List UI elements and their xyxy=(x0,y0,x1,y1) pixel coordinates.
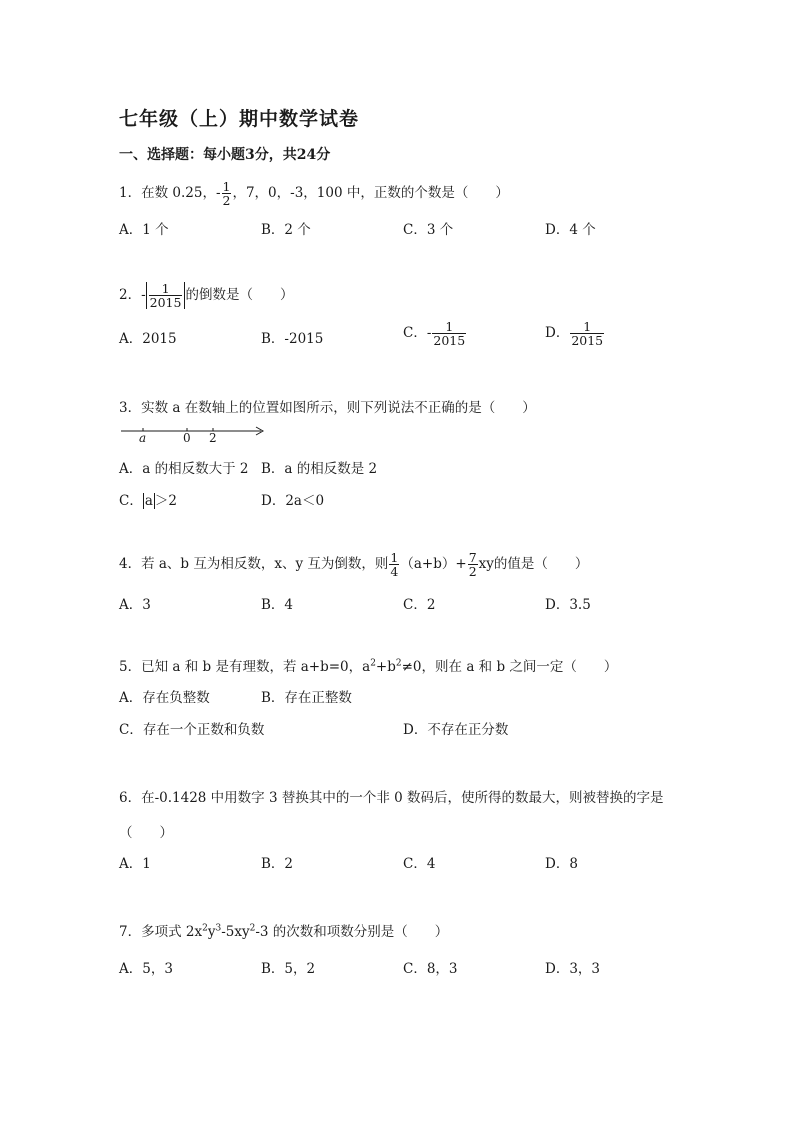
q6-option-d[interactable]: D．8 xyxy=(545,856,578,872)
q7-m2: -5xy xyxy=(221,924,250,940)
q7-exp-2: 3 xyxy=(215,923,222,934)
q4-post: xy的值是（ ） xyxy=(478,556,589,573)
q4-pre: 4．若 a、b 互为相反数，x、y 互为倒数，则 xyxy=(119,556,389,573)
question-6: 6．在-0.1428 中用数字 3 替换其中的一个非 0 数码后，使所得的数最大，则被替换的字是 xyxy=(119,790,664,806)
q7-pre: 7．多项式 2x xyxy=(119,924,203,940)
q7-option-b[interactable]: B．5，2 xyxy=(261,961,316,977)
q7-option-a[interactable]: A．5，3 xyxy=(119,961,173,977)
q4-option-c[interactable]: C．2 xyxy=(403,597,436,613)
q7-m1: y xyxy=(207,924,216,940)
q4-option-d[interactable]: D．3.5 xyxy=(545,597,591,613)
q6-option-a[interactable]: A．1 xyxy=(119,856,151,872)
q6-option-c[interactable]: C．4 xyxy=(403,856,436,872)
q2-option-c[interactable] xyxy=(403,320,467,347)
q4-fraction-1 xyxy=(389,551,399,578)
q2-frac-num: 1 xyxy=(161,281,170,296)
question-5 xyxy=(119,655,617,675)
q2-pre: 2．- xyxy=(119,287,146,304)
q2-option-d-label: D． xyxy=(545,325,570,342)
q5-exp-2: 2 xyxy=(395,658,402,669)
q1-option-a[interactable]: A．1 个 xyxy=(119,222,169,238)
question-3: 3．实数 a 在数轴上的位置如图所示，则下列说法不正确的是（ ） xyxy=(119,400,536,416)
q5-exp-1: 2 xyxy=(370,658,376,669)
q4-f1-den: 4 xyxy=(390,564,399,580)
q5-option-c[interactable]: C．存在一个正数和负数 xyxy=(119,722,265,738)
q2-frac-den: 2015 xyxy=(149,295,182,311)
q7-exp-3: 2 xyxy=(249,923,256,934)
q3-option-d[interactable]: D．2a＜0 xyxy=(261,493,325,509)
q7-exp-1: 2 xyxy=(202,923,208,934)
q1-frac-num: 1 xyxy=(222,179,231,194)
q3-option-b[interactable]: B．a 的相反数是 2 xyxy=(261,461,378,477)
question-2 xyxy=(119,282,293,309)
q2-option-c-fraction xyxy=(432,320,466,347)
q2-option-a[interactable]: A．2015 xyxy=(119,331,177,347)
question-1 xyxy=(119,180,509,207)
q5-option-d[interactable]: D．不存在正分数 xyxy=(403,722,509,738)
q3-option-c-label: C． xyxy=(119,493,143,509)
q2-option-b[interactable]: B．-2015 xyxy=(261,331,324,347)
q1-option-d[interactable]: D．4 个 xyxy=(545,222,596,238)
q1-post: ，7，0，-3，100 中，正数的个数是（ ） xyxy=(232,185,509,202)
q1-fraction xyxy=(222,180,232,207)
q1-frac-den: 2 xyxy=(222,193,231,209)
exam-title: 七年级（上）期中数学试卷 xyxy=(119,108,360,130)
q4-mid: （a+b）+ xyxy=(400,556,467,573)
q5-mid: +b xyxy=(375,659,396,675)
q4-f2-den: 2 xyxy=(468,564,477,580)
question-7 xyxy=(119,920,448,940)
q2-option-d[interactable] xyxy=(545,320,605,347)
q7-option-d[interactable]: D．3，3 xyxy=(545,961,601,977)
q3-option-c-abs: a xyxy=(144,493,153,509)
q4-f2-num: 7 xyxy=(468,550,477,565)
q2-option-c-label: C．- xyxy=(403,325,432,342)
q3-option-c[interactable] xyxy=(119,489,177,509)
q5-post: ≠0，则在 a 和 b 之间一定（ ） xyxy=(401,659,618,675)
q1-option-b[interactable]: B．2 个 xyxy=(261,222,311,238)
label-zero: 0 xyxy=(183,431,191,445)
q4-option-b[interactable]: B．4 xyxy=(261,597,294,613)
q2-d-den: 2015 xyxy=(571,333,604,349)
q1-pre: 1．在数 0.25，- xyxy=(119,185,221,202)
label-two: 2 xyxy=(209,431,217,445)
q4-fraction-2 xyxy=(468,551,478,578)
q1-option-c[interactable]: C．3 个 xyxy=(403,222,454,238)
q2-c-num: 1 xyxy=(445,319,454,334)
q2-fraction xyxy=(149,282,183,309)
question-4 xyxy=(119,551,588,578)
q2-option-d-fraction xyxy=(570,320,604,347)
q5-option-b[interactable]: B．存在正整数 xyxy=(261,690,352,706)
q4-option-a[interactable]: A．3 xyxy=(119,597,151,613)
q3-option-a[interactable]: A．a 的相反数大于 2 xyxy=(119,461,249,477)
number-line-figure xyxy=(119,421,269,447)
question-6-blank: （ ） xyxy=(119,825,173,841)
q2-abs xyxy=(146,282,186,309)
q6-option-b[interactable]: B．2 xyxy=(261,856,294,872)
label-a: a xyxy=(139,431,147,445)
section-heading: 一、选择题：每小题3分，共24分 xyxy=(119,147,331,163)
q5-option-a[interactable]: A．存在负整数 xyxy=(119,690,210,706)
q7-option-c[interactable]: C．8，3 xyxy=(403,961,458,977)
q4-f1-num: 1 xyxy=(390,550,399,565)
q2-d-num: 1 xyxy=(583,319,592,334)
q3-option-c-rest: ＞2 xyxy=(154,493,177,509)
q2-post: 的倒数是（ ） xyxy=(185,287,294,304)
q2-c-den: 2015 xyxy=(433,333,466,349)
q7-post: -3 的次数和项数分别是（ ） xyxy=(255,924,449,940)
q5-pre: 5．已知 a 和 b 是有理数，若 a+b=0，a xyxy=(119,659,371,675)
